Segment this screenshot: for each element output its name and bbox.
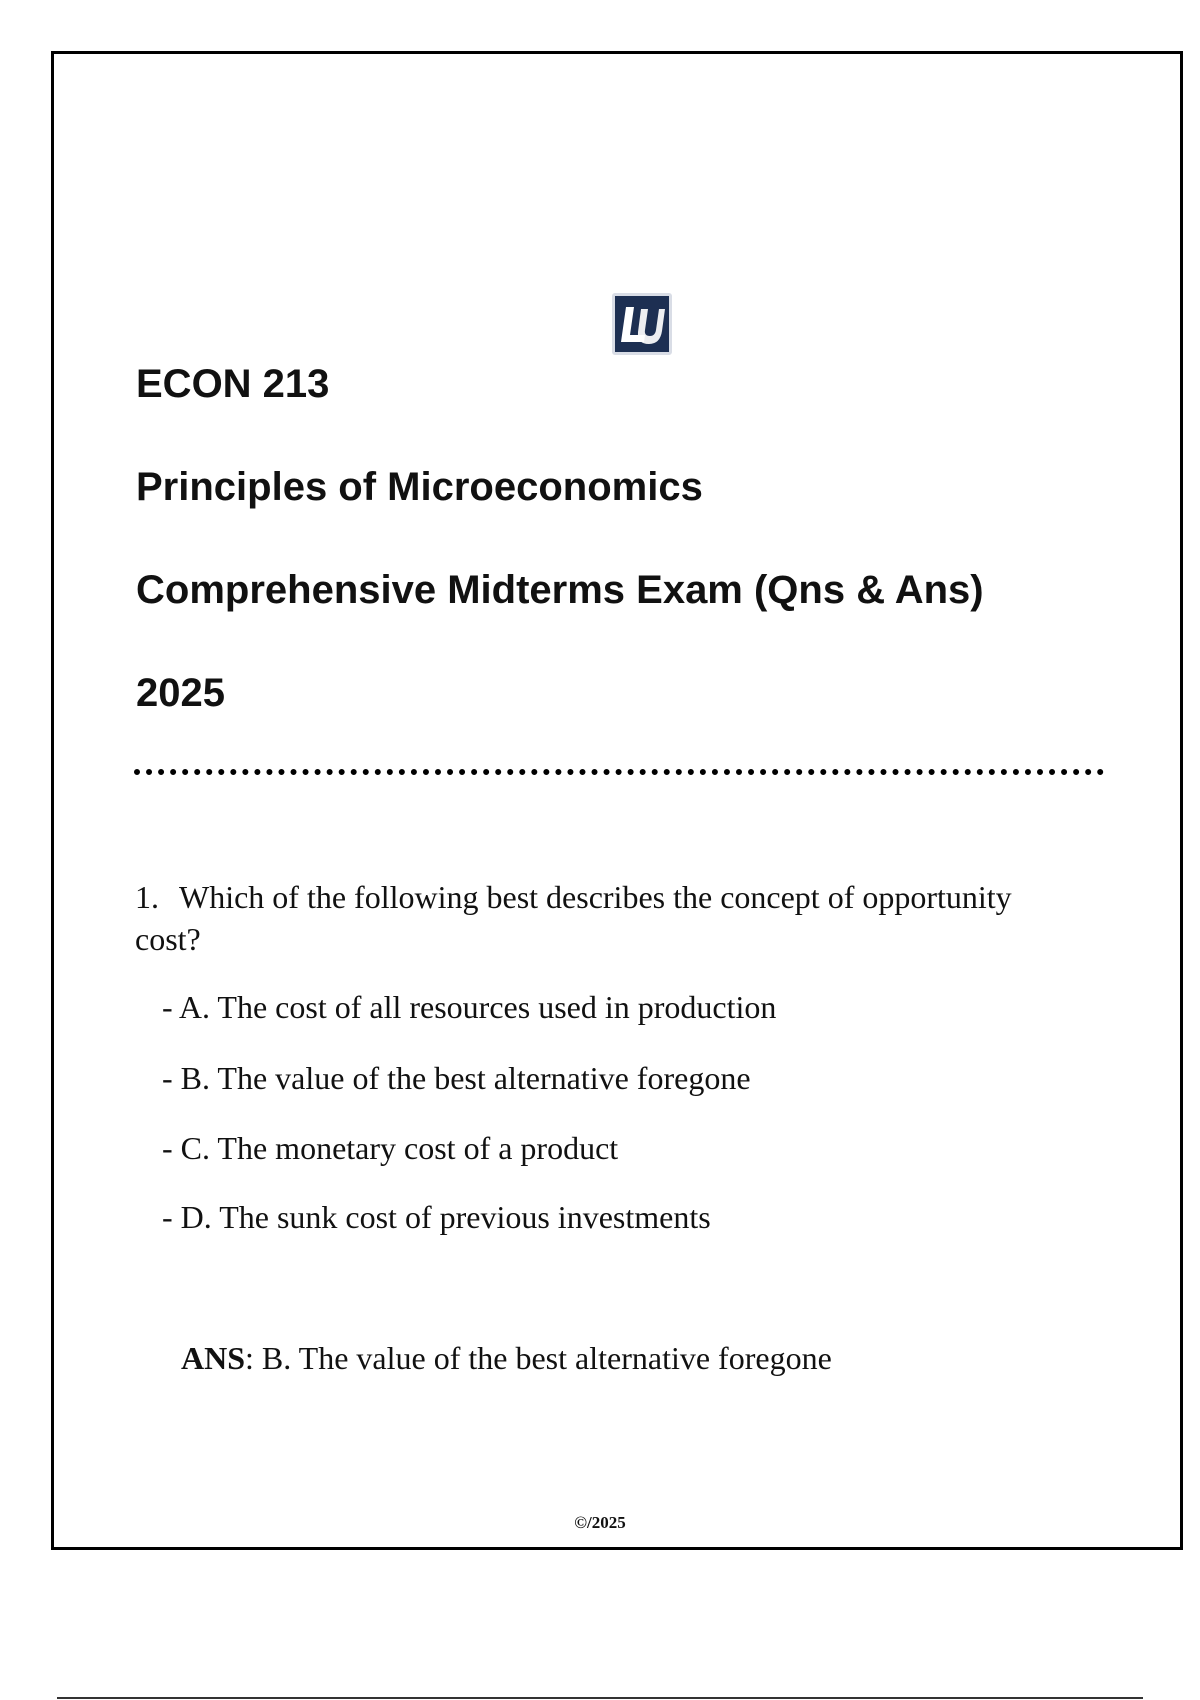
bottom-divider xyxy=(57,1697,1143,1699)
answer-text: : B. The value of the best alternative foregone xyxy=(245,1340,832,1376)
exam-year-heading: 2025 xyxy=(136,671,225,715)
option-c: - C. The monetary cost of a product xyxy=(162,1130,619,1166)
dotted-divider xyxy=(134,769,1104,775)
university-logo-icon xyxy=(617,299,667,349)
question-1 xyxy=(135,876,1015,960)
option-d: - D. The sunk cost of previous investments xyxy=(162,1199,711,1235)
question-text: Which of the following best describes the concept of opportunity cost? xyxy=(135,879,1012,957)
course-code-heading: ECON 213 xyxy=(136,362,330,406)
answer-line xyxy=(181,1342,832,1374)
university-logo xyxy=(612,293,672,355)
exam-title-heading: Comprehensive Midterms Exam (Qns & Ans) xyxy=(136,568,984,612)
copyright-footer: ©/2025 xyxy=(574,1513,626,1532)
page-frame xyxy=(51,51,1183,1550)
option-a: - A. The cost of all resources used in production xyxy=(162,989,777,1025)
course-title-heading: Principles of Microeconomics xyxy=(136,465,703,509)
question-number: 1. xyxy=(135,879,159,915)
answer-label: ANS xyxy=(181,1340,246,1376)
option-b: - B. The value of the best alternative foregone xyxy=(162,1060,751,1096)
